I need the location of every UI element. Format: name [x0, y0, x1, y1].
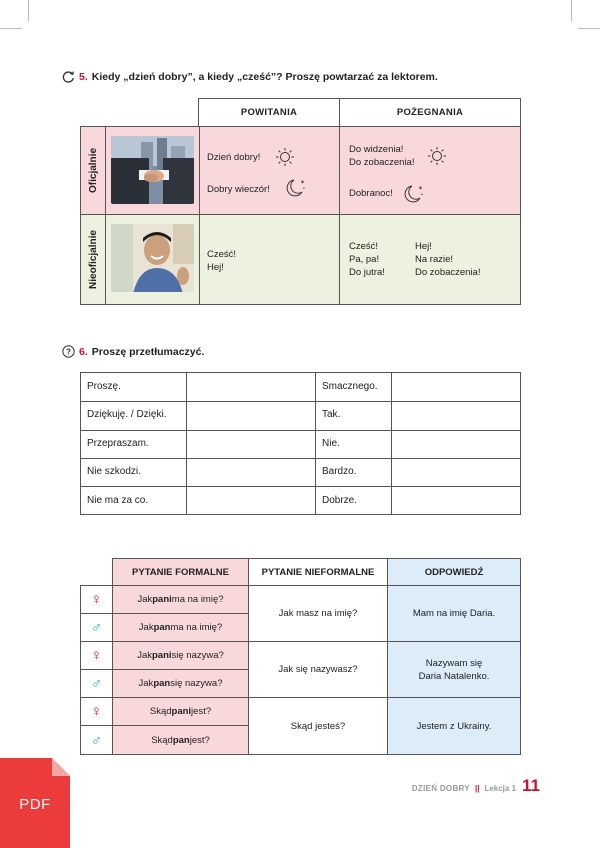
exercise-6-instruction: Proszę przetłumaczyć. — [91, 345, 205, 358]
repeat-audio-icon — [62, 70, 75, 83]
word-left-1: Proszę. — [87, 381, 121, 392]
row-label-informal: Nieoficjalnie — [88, 230, 99, 289]
footer-book-title: DZIEŃ DOBRY — [411, 784, 470, 793]
exercise-6-number: 6. — [79, 345, 88, 358]
crop-mark — [578, 28, 600, 29]
formal-question: Skąd pan jest? — [112, 725, 249, 755]
farewell-informal-1b: Pa, pa! — [349, 254, 380, 265]
exercise-5-number: 5. — [79, 70, 88, 83]
farewell-official-2: Do zobaczenia! — [349, 157, 415, 168]
formal-question: Jak pan ma na imię? — [112, 613, 249, 642]
word-left-3: Przepraszam. — [87, 438, 149, 449]
greeting-official-1: Dzień dobry! — [207, 152, 261, 163]
farewell-informal-1c: Do jutra! — [349, 267, 385, 278]
word-left-2: Dziękuję. / Dzięki. — [87, 409, 167, 420]
formal-question: Jak pani ma na imię? — [112, 585, 249, 614]
page-number: 11 — [522, 776, 540, 795]
male-icon: ♂ — [80, 669, 113, 698]
official-row — [80, 126, 521, 215]
word-right-4: Bardzo. — [322, 466, 357, 477]
header-powitania: POWITANIA — [198, 98, 340, 126]
exercise-6-title — [62, 345, 204, 358]
word-left-4: Nie szkodzi. — [87, 466, 141, 477]
svg-text:?: ? — [65, 346, 72, 357]
word-right-3: Nie. — [322, 438, 340, 449]
farewell-official-3: Dobranoc! — [349, 188, 393, 199]
exercise-5-title — [62, 70, 438, 83]
header-answer: ODPOWIEDŹ — [387, 558, 521, 586]
business-handshake-photo — [111, 136, 194, 204]
exercise-5-instruction: Kiedy „dzień dobry”, a kiedy „cześć”? Proszę powtarzać za lektorem. — [91, 70, 438, 83]
female-icon: ♀ — [80, 697, 113, 726]
crop-mark — [571, 0, 572, 22]
footer-separator: || — [474, 784, 480, 793]
moon-icon — [403, 183, 425, 205]
female-icon: ♀ — [80, 641, 113, 670]
questions-table — [80, 558, 521, 755]
answer: Mam na imię Daria. — [387, 585, 521, 642]
footer-lesson: Lekcja 1 — [484, 784, 517, 793]
informal-question: Jak masz na imię? — [248, 585, 388, 642]
farewell-informal-2c: Do zobaczenia! — [415, 267, 481, 278]
greetings-table — [80, 98, 521, 305]
word-right-1: Smacznego. — [322, 381, 378, 392]
farewell-informal-2b: Na razie! — [415, 254, 454, 265]
translation-table — [80, 372, 521, 515]
greeting-informal-2: Hej! — [207, 262, 224, 273]
word-right-5: Dobrze. — [322, 495, 358, 506]
word-left-5: Nie ma za co. — [87, 495, 149, 506]
pdf-label: PDF — [19, 796, 51, 813]
sun-icon — [427, 146, 447, 166]
formal-question: Jak pani się nazywa? — [112, 641, 249, 670]
row-label-official: Oficjalnie — [88, 147, 100, 194]
crop-mark — [0, 28, 22, 29]
svg-text:•: • — [421, 192, 423, 198]
farewell-informal-1a: Cześć! — [349, 241, 379, 252]
crop-mark — [28, 0, 29, 22]
formal-question: Skąd pani jest? — [112, 697, 249, 726]
answer: Nazywam się Daria Natalenko. — [387, 641, 521, 698]
question-icon — [62, 345, 75, 358]
moon-icon — [285, 177, 307, 199]
informal-question: Skąd jesteś? — [248, 697, 388, 755]
sun-icon — [275, 147, 295, 167]
svg-text:✶: ✶ — [300, 180, 306, 186]
young-man-photo — [111, 224, 194, 292]
svg-text:✶: ✶ — [418, 186, 424, 192]
informal-row — [80, 214, 521, 305]
formal-question: Jak pan się nazywa? — [112, 669, 249, 698]
informal-question: Jak się nazywasz? — [248, 641, 388, 698]
male-icon: ♂ — [80, 725, 113, 755]
pdf-download-badge[interactable] — [0, 758, 70, 848]
greeting-official-2: Dobry wieczór! — [207, 184, 270, 195]
greeting-informal-1: Cześć! — [207, 249, 237, 260]
male-icon: ♂ — [80, 613, 113, 642]
farewell-informal-2a: Hej! — [415, 241, 432, 252]
header-formal: PYTANIE FORMALNE — [112, 558, 249, 586]
answer: Jestem z Ukrainy. — [387, 697, 521, 755]
page-footer — [412, 776, 540, 796]
word-right-2: Tak. — [322, 409, 341, 420]
header-pozegnania: POŻEGNANIA — [339, 98, 521, 126]
svg-text:•: • — [303, 186, 305, 192]
farewell-official-1: Do widzenia! — [349, 144, 404, 155]
header-informal: PYTANIE NIEFORMALNE — [248, 558, 388, 586]
female-icon: ♀ — [80, 585, 113, 614]
